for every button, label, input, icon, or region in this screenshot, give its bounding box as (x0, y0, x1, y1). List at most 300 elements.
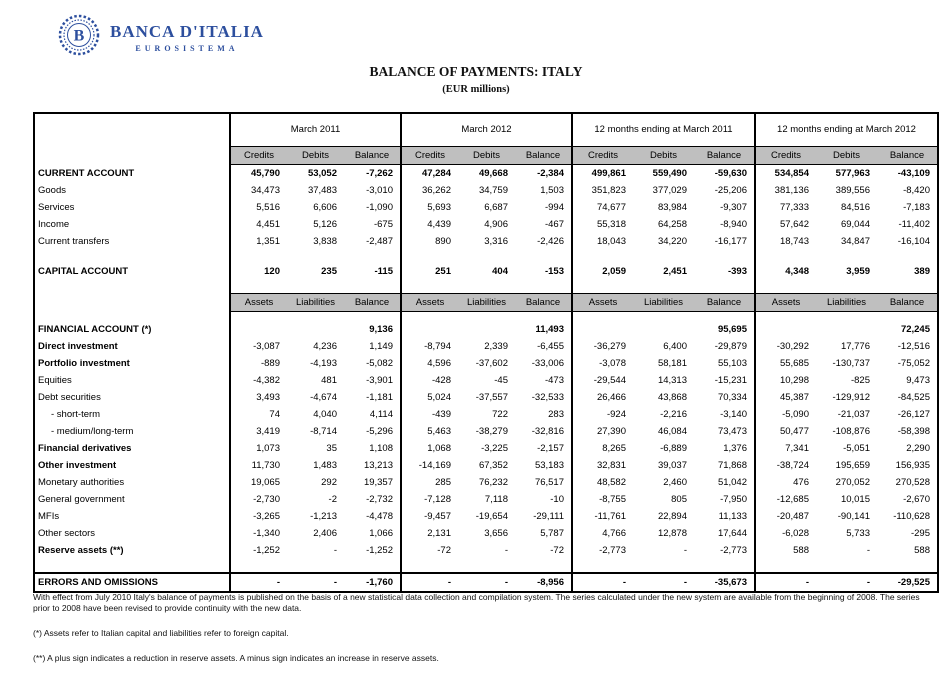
table-cell: -33,006 (531, 357, 564, 369)
table-cell: 283 (548, 408, 564, 420)
table-cell: -295 (910, 527, 930, 539)
period-header: March 2011 (230, 113, 401, 147)
flow-subheader: Balance (694, 147, 755, 165)
table-cell: 74 (230, 406, 287, 423)
table-cell: -35,673 (694, 573, 755, 592)
table-cell: 389 (914, 265, 930, 277)
spacer-cell (515, 312, 572, 322)
table-cell: -29,544 (572, 372, 633, 389)
table-cell: -108,876 (832, 425, 870, 437)
row-label-column-header (34, 113, 230, 165)
table-cell: 55,318 (572, 216, 633, 233)
table-cell: 890 (401, 233, 458, 250)
table-cell: 76,517 (534, 476, 564, 488)
table-cell: 4,114 (369, 408, 393, 420)
table-cell: 389,556 (835, 184, 870, 196)
spacer-cell (515, 559, 572, 573)
table-cell: -889 (230, 355, 287, 372)
bank-emblem-icon (58, 12, 100, 63)
table-cell: -6,028 (755, 525, 816, 542)
table-cell: 55,685 (755, 355, 816, 372)
row-label: MFIs (34, 508, 230, 525)
table-cell: -84,525 (897, 391, 930, 403)
table-cell (401, 321, 458, 338)
table-cell: - (333, 544, 337, 556)
table-cell: 120 (230, 263, 287, 280)
table-cell: -26,127 (897, 408, 930, 420)
spacer-cell (877, 559, 938, 573)
row-label: Debt securities (34, 389, 230, 406)
spacer-cell (694, 280, 755, 294)
table-cell: 377,029 (652, 184, 687, 196)
table-cell: -10 (550, 493, 564, 505)
table-cell: 5,787 (540, 527, 564, 539)
table-cell: -75,052 (897, 357, 930, 369)
spacer-cell (344, 559, 401, 573)
table-cell: - (633, 573, 694, 592)
table-cell (230, 321, 287, 338)
spacer-cell (230, 250, 287, 263)
table-cell (287, 321, 344, 338)
table-cell: -9,307 (720, 201, 747, 213)
spacer-cell (755, 280, 816, 294)
table-cell: 47,284 (401, 165, 458, 183)
table-cell: -32,816 (531, 425, 564, 437)
spacer-cell (755, 250, 816, 263)
table-cell: -2,670 (903, 493, 930, 505)
bank-name: BANCA D'ITALIA (110, 22, 264, 41)
table-cell: -3,087 (230, 338, 287, 355)
spacer-cell (401, 559, 458, 573)
table-cell: -2,487 (366, 235, 393, 247)
stock-subheader: Liabilities (816, 294, 877, 312)
table-cell: -90,141 (837, 510, 870, 522)
row-label: FINANCIAL ACCOUNT (*) (34, 321, 230, 338)
table-cell: -3,901 (366, 374, 393, 386)
spacer-cell (401, 312, 458, 322)
table-cell: 17,644 (717, 527, 747, 539)
stock-subheader: Assets (572, 294, 633, 312)
table-cell: 64,258 (657, 218, 687, 230)
flow-subheader: Debits (458, 147, 515, 165)
table-cell: 9,136 (369, 323, 393, 335)
table-cell: -6,889 (660, 442, 687, 454)
spacer-cell (344, 280, 401, 294)
table-cell: -3,140 (720, 408, 747, 420)
table-cell: 2,290 (906, 442, 930, 454)
table-cell: 195,659 (835, 459, 870, 471)
bank-logo (58, 12, 264, 63)
table-cell: 17,776 (840, 340, 870, 352)
table-cell: 4,766 (572, 525, 633, 542)
page-subtitle: (EUR millions) (442, 84, 510, 95)
spacer-cell (816, 250, 877, 263)
table-cell: 4,236 (313, 340, 337, 352)
table-cell: -15,231 (714, 374, 747, 386)
table-cell: 43,868 (657, 391, 687, 403)
period-header: March 2012 (401, 113, 572, 147)
table-cell: 6,400 (663, 340, 687, 352)
table-cell: -5,296 (366, 425, 393, 437)
stock-subheader: Liabilities (633, 294, 694, 312)
table-cell: 13,213 (363, 459, 393, 471)
row-label (34, 294, 230, 312)
table-cell: 6,606 (313, 201, 337, 213)
table-cell: -4,193 (310, 357, 337, 369)
table-cell: 4,596 (401, 355, 458, 372)
table-cell: -2,730 (230, 491, 287, 508)
table-cell: 2,406 (313, 527, 337, 539)
table-cell: 34,847 (840, 235, 870, 247)
table-cell: -3,010 (366, 184, 393, 196)
footnote-reserve-assets: (**) A plus sign indicates a reduction in reserve assets. A minus sign indicates an increase in reserve assets. (33, 653, 439, 664)
flow-subheader: Balance (515, 147, 572, 165)
table-cell: -20,487 (755, 508, 816, 525)
spacer-cell (572, 559, 633, 573)
table-cell: 19,357 (363, 476, 393, 488)
table-cell: -9,457 (401, 508, 458, 525)
table-cell: - (504, 544, 508, 556)
table-cell: 2,339 (484, 340, 508, 352)
spacer-cell (515, 280, 572, 294)
table-cell: -2 (328, 493, 337, 505)
table-cell: 45,790 (230, 165, 287, 183)
table-cell: 3,493 (230, 389, 287, 406)
spacer-cell (401, 250, 458, 263)
spacer-cell (572, 250, 633, 263)
table-cell: -4,478 (366, 510, 393, 522)
spacer-cell (401, 280, 458, 294)
table-cell: 1,376 (723, 442, 747, 454)
table-cell: -7,183 (903, 201, 930, 213)
table-cell: -72 (401, 542, 458, 559)
table-cell: -11,761 (572, 508, 633, 525)
flow-subheader: Credits (230, 147, 287, 165)
table-cell: -2,773 (720, 544, 747, 556)
table-cell: -8,755 (572, 491, 633, 508)
table-cell: 8,265 (572, 440, 633, 457)
table-cell: -130,737 (832, 357, 870, 369)
table-cell: 11,133 (718, 510, 747, 522)
spacer-cell (633, 312, 694, 322)
table-cell: 27,390 (572, 423, 633, 440)
footnotes (33, 592, 938, 668)
table-cell: 577,963 (835, 167, 870, 179)
table-cell: -3,265 (230, 508, 287, 525)
table-cell: 76,232 (478, 476, 508, 488)
table-cell: -8,794 (401, 338, 458, 355)
spacer-cell (34, 280, 230, 294)
table-cell: 499,861 (572, 165, 633, 183)
spacer-cell (287, 312, 344, 322)
table-cell: 22,894 (657, 510, 687, 522)
flow-subheader: Debits (816, 147, 877, 165)
table-cell (633, 321, 694, 338)
table-cell: -5,082 (366, 357, 393, 369)
table-cell: -2,384 (537, 167, 564, 179)
table-cell: 55,103 (717, 357, 747, 369)
row-label: ERRORS AND OMISSIONS (34, 573, 230, 592)
spacer-cell (34, 250, 230, 263)
row-label: Other sectors (34, 525, 230, 542)
stock-subheader: Balance (344, 294, 401, 312)
flow-subheader: Credits (572, 147, 633, 165)
table-cell: -129,912 (832, 391, 870, 403)
table-cell: -473 (544, 374, 564, 386)
table-cell: -2,426 (537, 235, 564, 247)
table-cell: 4,439 (401, 216, 458, 233)
table-cell: 34,759 (478, 184, 508, 196)
table-cell: 3,838 (313, 235, 337, 247)
spacer-cell (694, 312, 755, 322)
table-cell: -924 (572, 406, 633, 423)
table-cell: 1,068 (401, 440, 458, 457)
stock-subheader: Assets (401, 294, 458, 312)
table-cell: 251 (401, 263, 458, 280)
table-cell: -393 (727, 265, 747, 277)
table-cell: -675 (373, 218, 393, 230)
row-label: Financial derivatives (34, 440, 230, 457)
table-cell: - (755, 573, 816, 592)
table-cell: -43,109 (897, 167, 930, 179)
table-cell: 83,984 (657, 201, 687, 213)
spacer-cell (287, 250, 344, 263)
table-cell: 35 (326, 442, 337, 454)
table-cell: -29,525 (877, 573, 938, 592)
flow-subheader: Credits (755, 147, 816, 165)
table-cell: 2,460 (663, 476, 687, 488)
spacer-cell (458, 250, 515, 263)
stock-subheader: Liabilities (287, 294, 344, 312)
table-cell: 12,878 (657, 527, 687, 539)
stock-subheader: Liabilities (458, 294, 515, 312)
table-cell: - (572, 573, 633, 592)
table-cell: -428 (401, 372, 458, 389)
table-cell: -110,628 (893, 510, 930, 522)
table-cell: -21,037 (837, 408, 870, 420)
table-cell: 285 (401, 474, 458, 491)
row-label: Direct investment (34, 338, 230, 355)
spacer-cell (694, 559, 755, 573)
table-cell: 10,298 (755, 372, 816, 389)
table-cell: 5,463 (401, 423, 458, 440)
table-cell (816, 321, 877, 338)
spacer-cell (816, 312, 877, 322)
table-cell: 50,477 (755, 423, 816, 440)
row-label: Equities (34, 372, 230, 389)
table-cell: 1,483 (313, 459, 337, 471)
row-label: Monetary authorities (34, 474, 230, 491)
table-cell: 5,126 (313, 218, 337, 230)
table-cell: 292 (321, 476, 337, 488)
table-cell: 11,493 (535, 323, 564, 335)
table-cell: 588 (755, 542, 816, 559)
table-cell: 3,316 (484, 235, 508, 247)
table-cell: -1,760 (344, 573, 401, 592)
table-cell: 476 (755, 474, 816, 491)
table-cell (755, 321, 816, 338)
table-cell: 73,473 (717, 425, 747, 437)
table-cell: 48,582 (572, 474, 633, 491)
table-cell: -45 (494, 374, 508, 386)
flow-subheader: Balance (344, 147, 401, 165)
table-cell: 10,015 (840, 493, 870, 505)
table-cell: 51,042 (717, 476, 747, 488)
bank-subtitle: EUROSISTEMA (135, 44, 239, 53)
table-cell: 77,333 (755, 199, 816, 216)
table-cell: -38,724 (755, 457, 816, 474)
table-cell: -7,950 (720, 493, 747, 505)
table-cell: -7,128 (401, 491, 458, 508)
table-cell: -467 (544, 218, 564, 230)
table-cell: 5,733 (846, 527, 870, 539)
flow-subheader: Credits (401, 147, 458, 165)
table-cell: -36,279 (572, 338, 633, 355)
flow-subheader: Debits (633, 147, 694, 165)
table-cell: 4,451 (230, 216, 287, 233)
table-cell: -37,602 (475, 357, 508, 369)
spacer-cell (755, 312, 816, 322)
table-cell: 1,149 (369, 340, 393, 352)
table-cell: - (401, 573, 458, 592)
table-cell: - (458, 573, 515, 592)
spacer-cell (344, 250, 401, 263)
table-cell: - (866, 544, 870, 556)
table-cell: 72,245 (900, 323, 930, 335)
table-cell: -14,169 (401, 457, 458, 474)
spacer-cell (877, 312, 938, 322)
stock-subheader: Assets (230, 294, 287, 312)
table-cell: 3,959 (846, 265, 870, 277)
table-cell (572, 321, 633, 338)
stock-subheader: Balance (877, 294, 938, 312)
table-cell: -1,340 (230, 525, 287, 542)
table-cell: 6,687 (484, 201, 508, 213)
table-cell: 39,037 (657, 459, 687, 471)
table-cell (458, 321, 515, 338)
table-cell: 34,220 (657, 235, 687, 247)
table-cell: -16,177 (714, 235, 747, 247)
table-cell: 1,108 (369, 442, 393, 454)
table-cell: -115 (374, 265, 393, 277)
table-cell: 1,066 (369, 527, 393, 539)
table-cell: 58,181 (657, 357, 687, 369)
table-cell: 11,730 (230, 457, 287, 474)
table-cell: 7,118 (484, 493, 508, 505)
row-label: - medium/long-term (34, 423, 230, 440)
stock-subheader: Assets (755, 294, 816, 312)
table-cell: 2,451 (663, 265, 687, 277)
table-cell: 14,313 (657, 374, 687, 386)
row-label: Services (34, 199, 230, 216)
table-cell: 9,473 (906, 374, 930, 386)
table-cell: -2,157 (537, 442, 564, 454)
table-cell: 4,040 (313, 408, 337, 420)
spacer-cell (287, 559, 344, 573)
table-cell: 2,059 (572, 263, 633, 280)
table-cell: -72 (550, 544, 564, 556)
table-cell: -1,213 (310, 510, 337, 522)
row-label: CAPITAL ACCOUNT (34, 263, 230, 280)
table-cell: 3,656 (484, 527, 508, 539)
row-label: CURRENT ACCOUNT (34, 165, 230, 183)
table-cell: -58,398 (897, 425, 930, 437)
spacer-cell (458, 312, 515, 322)
table-cell: 722 (492, 408, 508, 420)
table-cell: -8,420 (903, 184, 930, 196)
table-cell: 4,348 (755, 263, 816, 280)
table-cell: -4,382 (230, 372, 287, 389)
svg-text:B: B (73, 27, 85, 45)
spacer-cell (344, 312, 401, 322)
flow-subheader: Debits (287, 147, 344, 165)
table-cell: -8,714 (310, 425, 337, 437)
period-header: 12 months ending at March 2011 (572, 113, 755, 147)
table-cell: 69,044 (840, 218, 870, 230)
table-cell: 5,516 (230, 199, 287, 216)
spacer-cell (458, 280, 515, 294)
footnote-assets-liabilities: (*) Assets refer to Italian capital and liabilities refer to foreign capital. (33, 628, 289, 639)
table-cell: -12,516 (897, 340, 930, 352)
table-cell: 5,024 (401, 389, 458, 406)
table-cell: -3,078 (572, 355, 633, 372)
table-cell: -2,732 (366, 493, 393, 505)
table-cell: 18,043 (572, 233, 633, 250)
table-cell: 36,262 (401, 182, 458, 199)
table-cell: -5,051 (843, 442, 870, 454)
table-cell: -8,940 (720, 218, 747, 230)
flow-subheader: Balance (877, 147, 938, 165)
row-label: Reserve assets (**) (34, 542, 230, 559)
table-cell: 19,065 (230, 474, 287, 491)
table-cell: 53,052 (307, 167, 337, 179)
table-cell: 270,052 (835, 476, 870, 488)
table-cell: -1,181 (366, 391, 393, 403)
table-cell: 4,906 (484, 218, 508, 230)
table-cell: -2,216 (660, 408, 687, 420)
spacer-cell (572, 280, 633, 294)
table-cell: -825 (850, 374, 870, 386)
table-cell: -5,090 (755, 406, 816, 423)
spacer-cell (633, 280, 694, 294)
spacer-cell (633, 250, 694, 263)
table-cell: -29,111 (533, 510, 564, 522)
table-cell: -59,630 (714, 167, 747, 179)
table-cell: -2,773 (572, 542, 633, 559)
table-cell: 1,503 (540, 184, 564, 196)
table-cell: 534,854 (755, 165, 816, 183)
row-label: Other investment (34, 457, 230, 474)
row-label: Current transfers (34, 233, 230, 250)
table-cell: -4,674 (310, 391, 337, 403)
row-label: Income (34, 216, 230, 233)
table-cell: -3,225 (481, 442, 508, 454)
spacer-cell (877, 250, 938, 263)
spacer-cell (694, 250, 755, 263)
table-cell: 74,677 (572, 199, 633, 216)
spacer-cell (816, 280, 877, 294)
table-cell: 57,642 (755, 216, 816, 233)
table-cell: -29,879 (714, 340, 747, 352)
table-cell: 53,183 (534, 459, 564, 471)
table-cell: 559,490 (652, 167, 687, 179)
spacer-cell (34, 559, 230, 573)
table-cell: 26,466 (572, 389, 633, 406)
table-cell: -12,685 (755, 491, 816, 508)
table-cell: 84,516 (840, 201, 870, 213)
table-cell: -8,956 (515, 573, 572, 592)
table-cell: 156,935 (895, 459, 930, 471)
